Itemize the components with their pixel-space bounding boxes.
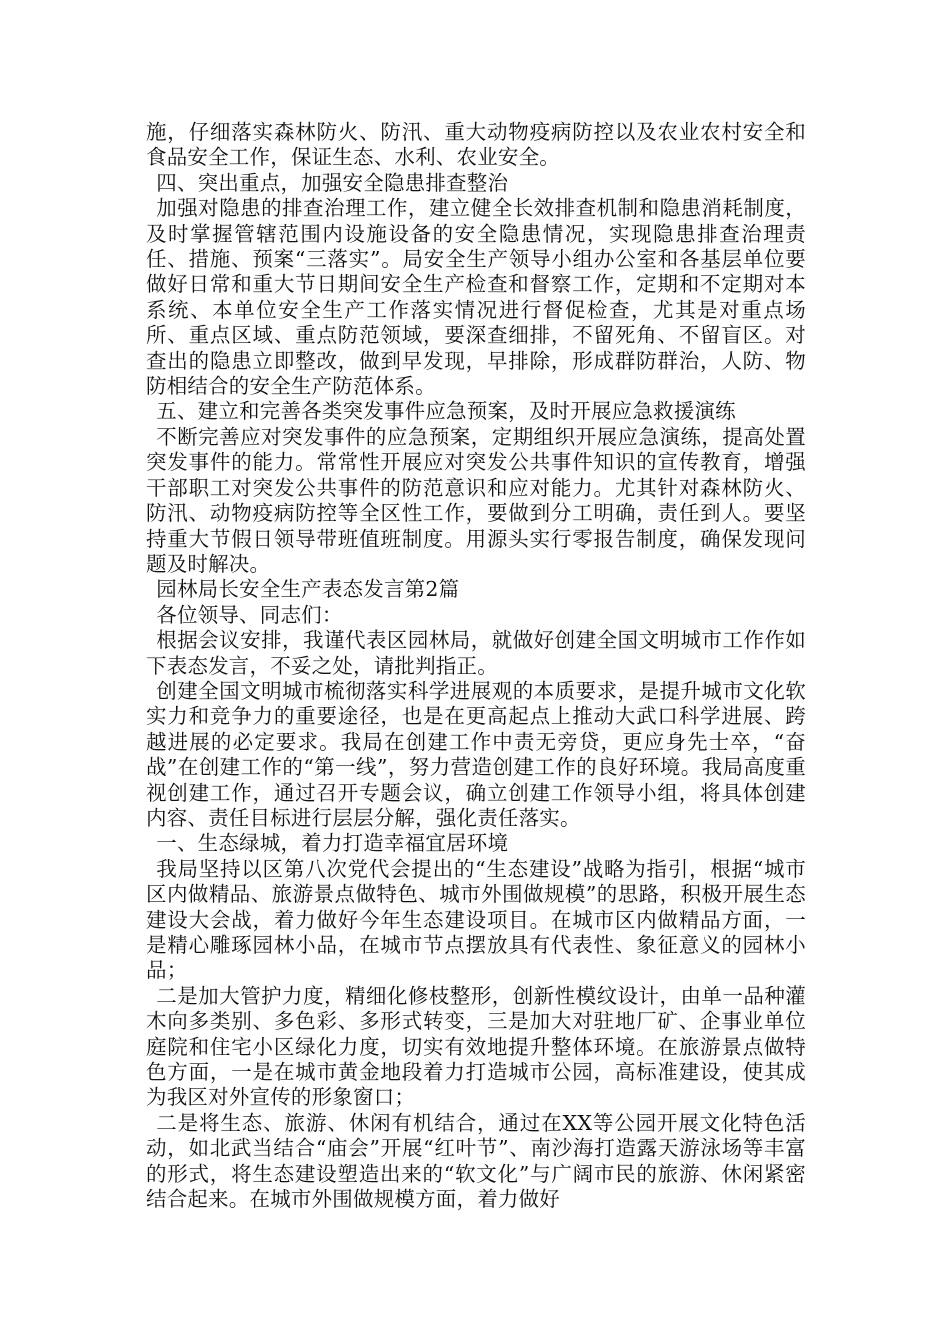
section-heading: 五、建立和完善各类突发事件应急预案，及时开展应急救援演练 bbox=[156, 399, 736, 424]
paragraph: 根据会议安排，我谨代表区园林局，就做好创建全国文明城市工作作如下表态发言，不妥之处，请批判指正。 bbox=[146, 628, 806, 678]
section-heading: 一、生态绿城，着力打造幸福宜居环境 bbox=[156, 831, 509, 856]
salutation: 各位领导、同志们： bbox=[156, 602, 343, 627]
paragraph: 我局坚持以区第八次党代会提出的“生态建设”战略为指引，根据“城市区内做精品、旅游景点做特色、城市外围做规模”的思路，积极开展生态建设大会战，着力做好今年生态建设项目。在城市区内做精品方面，一是精心雕琢园林小品，在城市节点摆放具有代表性、象征意义的园林小品； bbox=[146, 856, 806, 983]
paragraph: 不断完善应对突发事件的应急预案，定期组织开展应急演练，提高处置突发事件的能力。常常性开展应对突发公共事件知识的宣传教育，增强干部职工对突发公共事件的防范意识和应对能力。尤其针对森林防火、防汛、动物疫病防控等全区性工作，要做到分工明确，责任到人。要坚持重大节假日领导带班值班制度。用源头实行零报告制度，确保发现问题及时解决。 bbox=[146, 424, 806, 576]
paragraph: 二是加大管护力度，精细化修枝整形，创新性模纹设计，由单一品种灌木向多类别、多色彩、多形式转变，三是加大对驻地厂矿、企事业单位庭院和住宅小区绿化力度，切实有效地提升整体环境。在旅游景点做特色方面，一是在城市黄金地段着力打造城市公园，高标准建设，使其成为我区对外宣传的形象窗口； bbox=[146, 983, 806, 1110]
article-title: 园林局长安全生产表态发言第2篇 bbox=[156, 577, 460, 602]
paragraph: 加强对隐患的排查治理工作，建立健全长效排查机制和隐患消耗制度，及时掌握管辖范围内设施设备的安全隐患情况，实现隐患排查治理责任、措施、预案“三落实”。局安全生产领导小组办公室和各基层单位要做好日常和重大节日期间安全生产检查和督察工作，定期和不定期对本系统、本单位安全生产工作落实情况进行督促检查，尤其是对重点场所、重点区域、重点防范领域，要深查细排，不留死角、不留盲区。对查出的隐患立即整改，做到早发现，早排除，形成群防群治，人防、物防相结合的安全生产防范体系。 bbox=[146, 196, 806, 399]
section-heading: 四、突出重点，加强安全隐患排查整治 bbox=[156, 170, 509, 195]
paragraph: 创建全国文明城市梳彻落实科学进展观的本质要求，是提升城市文化软实力和竞争力的重要途径，也是在更高起点上推动大武口科学进展、跨越进展的必定要求。我局在创建工作中责无旁贷，更应身先士卒，“奋战”在创建工作的“第一线”，努力营造创建工作的良好环境。我局高度重视创建工作，通过召开专题会议，确立创建工作领导小组，将具体创建内容、责任目标进行层层分解，强化责任落实。 bbox=[146, 678, 806, 830]
paragraph: 施，仔细落实森林防火、防汛、重大动物疫病防控以及农业农村安全和食品安全工作，保证生态、水利、农业安全。 bbox=[146, 120, 806, 170]
document-body bbox=[146, 120, 806, 1212]
paragraph: 二是将生态、旅游、休闲有机结合，通过在XX等公园开展文化特色活动，如北武当结合“庙会”开展“红叶节”、南沙海打造露天游泳场等丰富的形式，将生态建设塑造出来的“软文化”与广阔市民的旅游、休闲紧密结合起来。在城市外围做规模方面，着力做好 bbox=[146, 1110, 806, 1212]
